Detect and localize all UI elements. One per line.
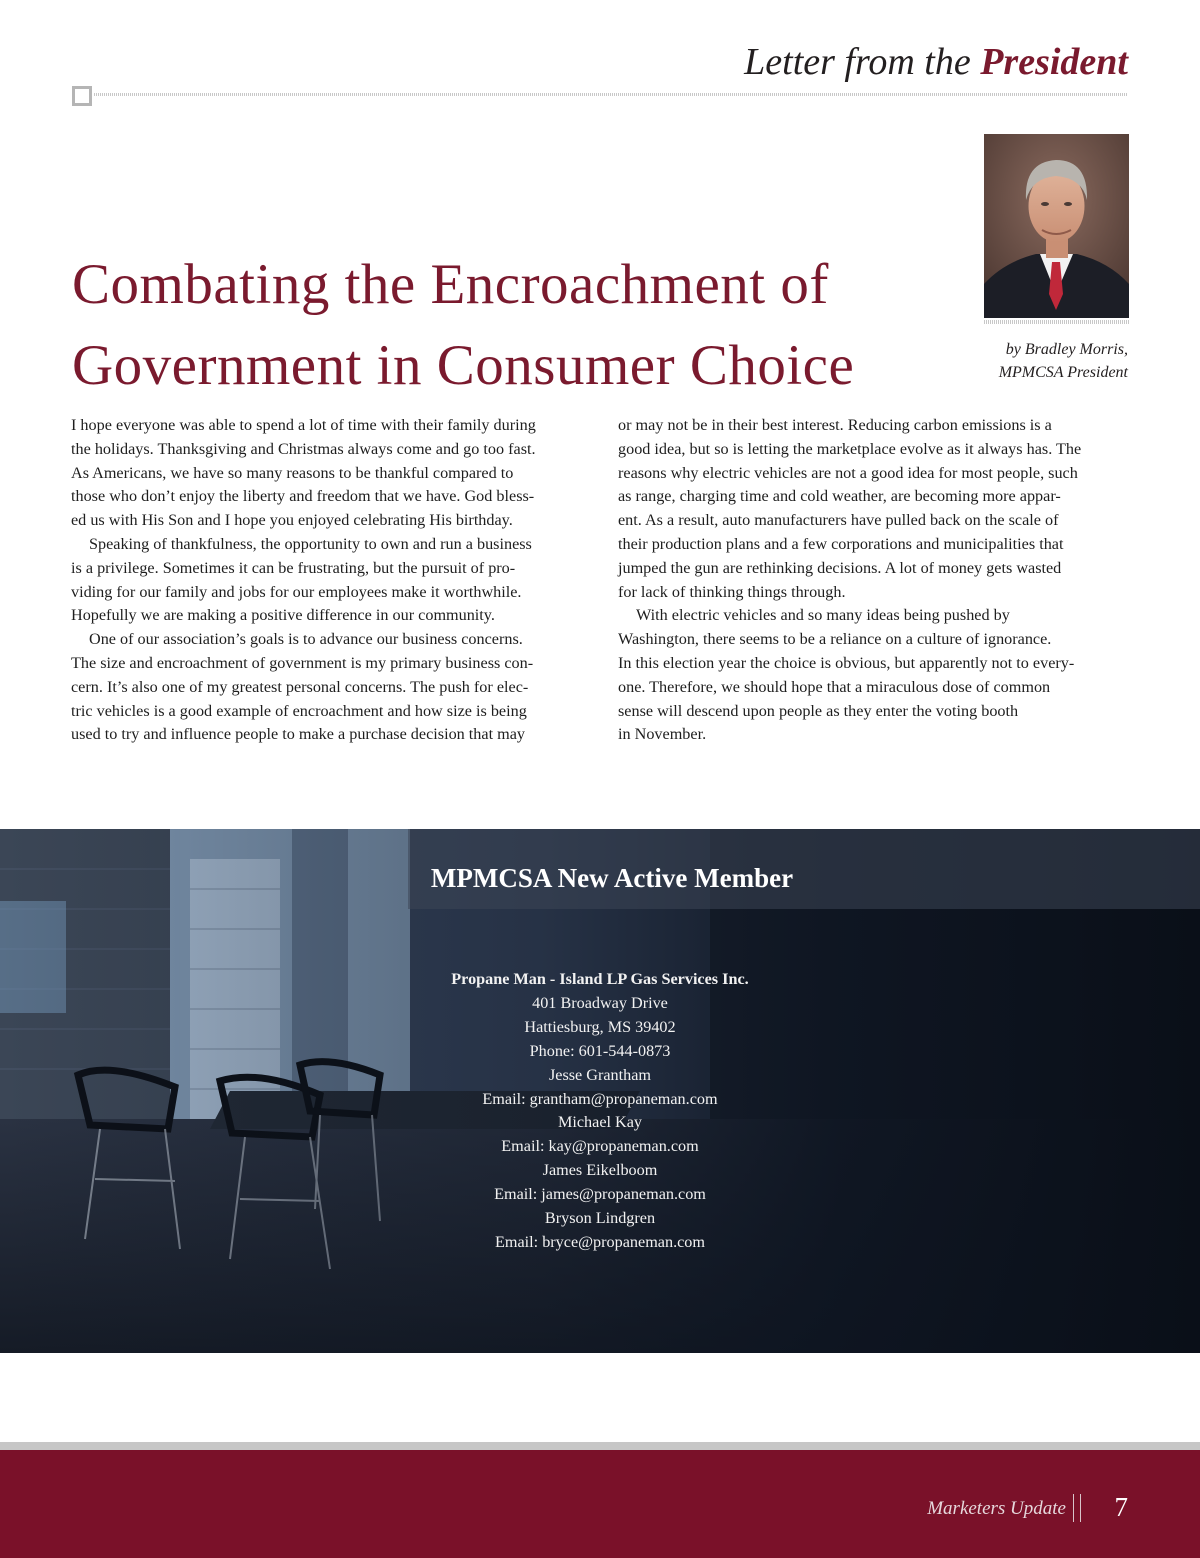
body-text-line: in November.	[618, 725, 707, 744]
body-text-line: ent. As a result, auto manufacturers have pulled back on the scale of	[618, 511, 1059, 530]
headline-line-1: Combating the Encroachment of	[72, 253, 829, 316]
byline-author: by Bradley Morris,	[1005, 341, 1128, 358]
article-column-left	[71, 414, 586, 747]
body-text-line: as range, charging time and cold weather, are becoming more appar-	[618, 487, 1061, 506]
article-headline	[72, 244, 952, 406]
page-number: 7	[1114, 1492, 1128, 1522]
body-text-line: jumped the gun are rethinking decisions. A lot of money gets wasted	[618, 558, 1062, 577]
header-square-marker	[72, 86, 92, 106]
footer-publication: Marketers Update	[927, 1498, 1066, 1519]
portrait-dotted-rule	[984, 320, 1129, 324]
body-text-line: one. Therefore, we should hope that a miraculous dose of common	[618, 677, 1051, 696]
body-text-line: the holidays. Thanksgiving and Christmas always come and go too fast.	[71, 439, 536, 458]
author-portrait	[984, 134, 1129, 318]
body-text-line: In this election year the choice is obvious, but apparently not to every-	[618, 653, 1075, 672]
new-member-panel	[0, 829, 1200, 1353]
body-text-line: for lack of thinking things through.	[618, 582, 846, 601]
body-text-line: As Americans, we have so many reasons to be thankful compared to	[71, 463, 514, 482]
body-text-line: used to try and influence people to make a purchase decision that may	[71, 725, 525, 744]
member-detail-line: Bryson Lindgren	[544, 1209, 656, 1228]
member-title: MPMCSA New Active Member	[430, 863, 794, 893]
member-detail-line: 401 Broadway Drive	[532, 993, 668, 1012]
member-lines	[0, 992, 1200, 1255]
author-byline	[999, 338, 1128, 384]
member-detail-line: Michael Kay	[557, 1113, 643, 1132]
body-text-line: tric vehicles is a good example of encroachment and how size is being	[71, 701, 527, 720]
header-dotted-rule	[94, 93, 1128, 96]
member-detail-line: Phone: 601-544-0873	[529, 1041, 671, 1060]
body-text-line: their production plans and a few corporations and municipalities that	[618, 534, 1064, 553]
body-text-line: good idea, but so is letting the marketplace evolve as it always has. The	[618, 439, 1082, 458]
member-company: Propane Man - Island LP Gas Services Inc.	[451, 970, 749, 988]
member-detail-line: Jesse Grantham	[548, 1065, 652, 1084]
section-accent: President	[980, 41, 1128, 83]
body-text-line: those who don’t enjoy the liberty and freedom that we have. God bless-	[71, 487, 535, 506]
body-text-line: One of our association’s goals is to advance our business concerns.	[89, 630, 523, 649]
footer-grey-rule	[0, 1442, 1200, 1450]
section-prefix: Letter from the	[744, 41, 971, 83]
body-text-line: reasons why electric vehicles are not a good idea for most people, such	[618, 463, 1078, 482]
article-column-right	[618, 414, 1133, 747]
body-text-line: ed us with His Son and I hope you enjoyed celebrating His birthday.	[71, 511, 513, 530]
body-text-line: cern. It’s also one of my greatest personal concerns. The push for elec-	[71, 677, 529, 696]
member-detail-line: Email: kay@propaneman.com	[501, 1137, 699, 1156]
member-detail-line: Email: grantham@propaneman.com	[482, 1089, 718, 1108]
section-header	[744, 40, 1128, 84]
body-text-line: sense will descend upon people as they enter the voting booth	[618, 701, 1019, 720]
headline-line-2: Government in Consumer Choice	[72, 334, 855, 397]
byline-title: MPMCSA President	[998, 364, 1128, 381]
body-text-line: Washington, there seems to be a reliance on a culture of ignorance.	[618, 630, 1052, 649]
member-detail-line: Hattiesburg, MS 39402	[524, 1017, 676, 1036]
page-footer	[0, 1450, 1200, 1558]
member-details	[0, 968, 1200, 1255]
body-text-line: or may not be in their best interest. Reducing carbon emissions is a	[618, 416, 1052, 434]
body-text-line: The size and encroachment of government is my primary business con-	[71, 653, 534, 672]
body-text-line: I hope everyone was able to spend a lot of time with their family during	[71, 416, 536, 434]
member-detail-line: Email: james@propaneman.com	[494, 1185, 706, 1204]
body-text-line: Hopefully we are making a positive difference in our community.	[71, 606, 495, 625]
footer-separator	[1073, 1494, 1081, 1522]
member-detail-line: Email: bryce@propaneman.com	[495, 1232, 705, 1251]
member-detail-line: James Eikelboom	[542, 1161, 658, 1180]
body-text-line: is a privilege. Sometimes it can be frustrating, but the pursuit of pro-	[71, 558, 516, 577]
body-text-line: Speaking of thankfulness, the opportunity to own and run a business	[89, 534, 532, 553]
body-text-line: viding for our family and jobs for our employees make it worthwhile.	[71, 582, 522, 601]
body-text-line: With electric vehicles and so many ideas being pushed by	[636, 606, 1010, 625]
